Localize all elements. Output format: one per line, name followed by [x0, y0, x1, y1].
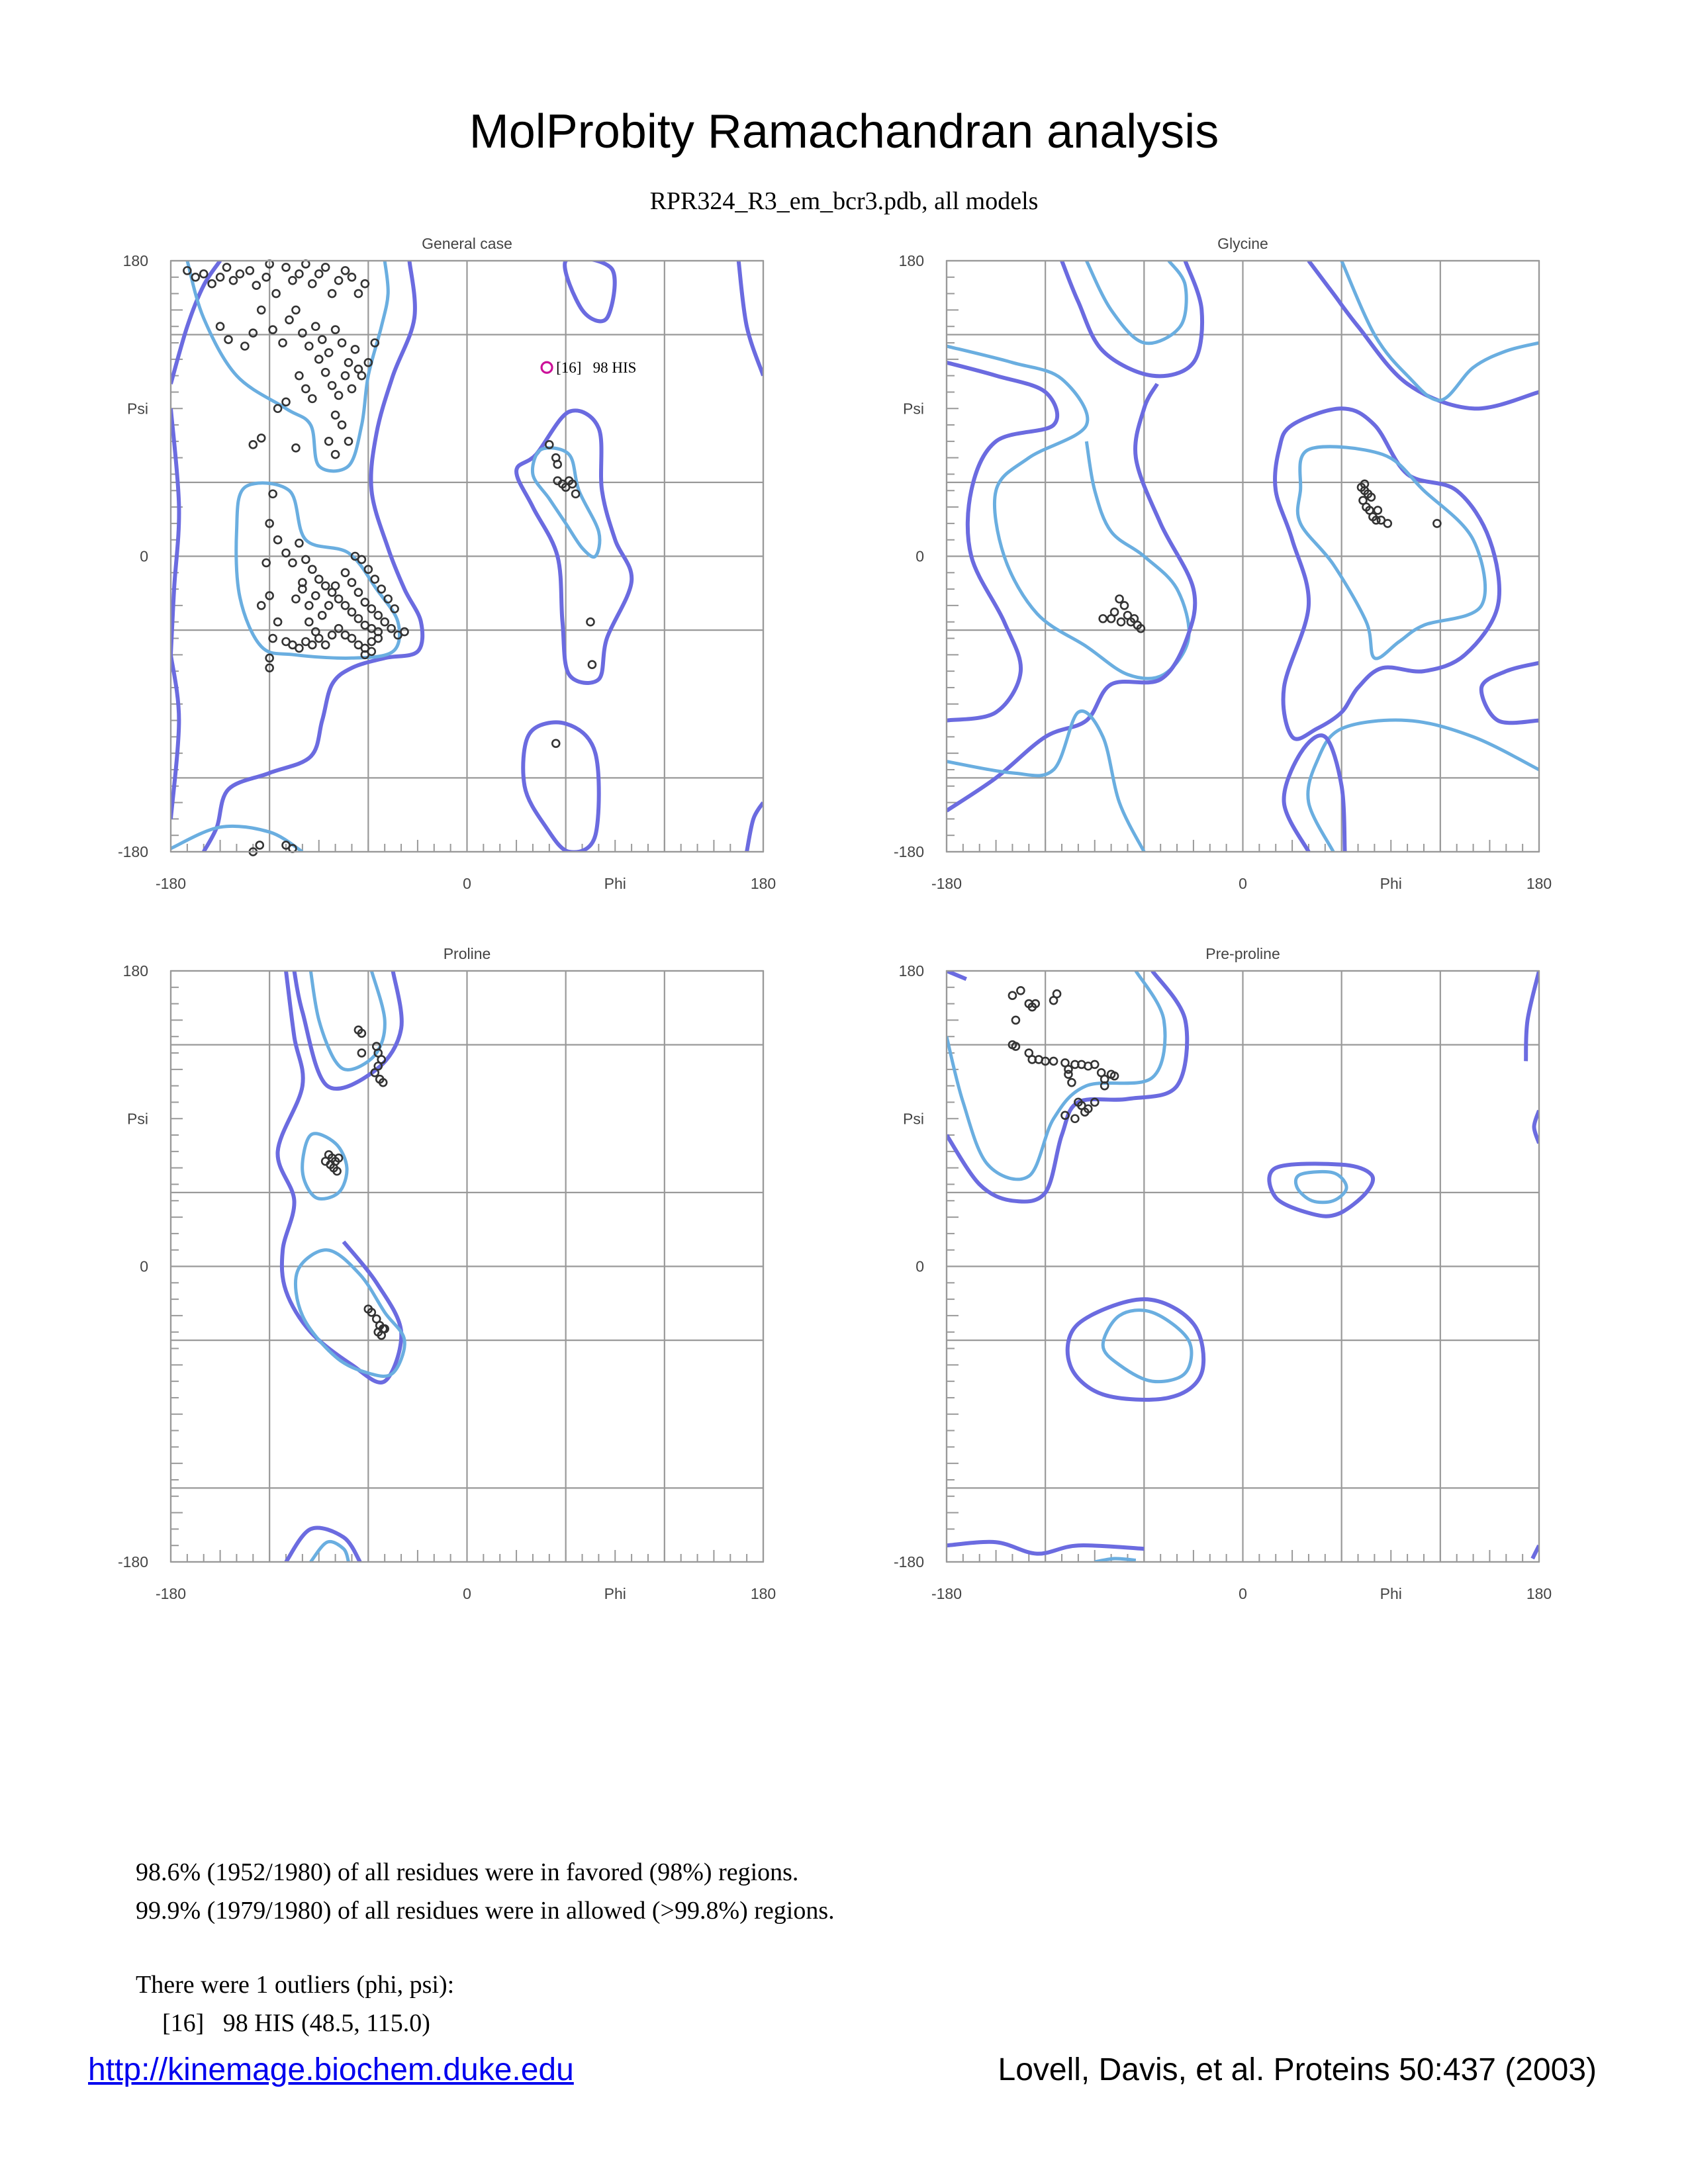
data-point — [315, 355, 322, 363]
panel-title: Pre-proline — [1205, 945, 1280, 962]
y-tick-label: 180 — [898, 252, 924, 269]
data-point — [263, 273, 270, 281]
data-point — [332, 582, 339, 590]
grid — [171, 971, 763, 1562]
data-point — [308, 566, 316, 573]
y-tick-label: 180 — [122, 962, 148, 979]
y-axis-label: Psi — [127, 400, 148, 418]
data-point — [572, 490, 579, 498]
x-tick-label: 0 — [1239, 1585, 1247, 1602]
data-point — [312, 323, 319, 330]
data-point — [283, 398, 290, 406]
x-tick-label: -180 — [931, 875, 962, 892]
ticks — [171, 987, 747, 1562]
data-point — [295, 645, 303, 652]
favored-contour — [947, 346, 1189, 678]
data-point — [1053, 990, 1060, 997]
page-title: MolProbity Ramachandran analysis — [469, 105, 1219, 158]
y-axis-label: Psi — [903, 1110, 924, 1128]
data-point — [345, 359, 352, 366]
data-point — [274, 536, 281, 543]
data-point — [295, 539, 303, 547]
y-tick-label: 0 — [140, 1257, 148, 1275]
statistics — [136, 1853, 835, 1930]
data-point — [305, 342, 312, 349]
data-point — [342, 569, 349, 576]
data-point — [292, 306, 299, 314]
y-tick-label: 0 — [915, 1257, 924, 1275]
data-point — [322, 641, 329, 649]
favored-contour — [303, 1134, 347, 1199]
data-point — [338, 340, 346, 347]
kinemage-link[interactable]: http://kinemage.biochem.duke.edu — [88, 2052, 574, 2087]
allowed-contour — [565, 257, 614, 321]
y-tick-label: 180 — [122, 252, 148, 269]
data-point — [283, 263, 290, 271]
allowed-contour — [171, 261, 220, 384]
data-point — [253, 282, 260, 289]
data-point — [302, 260, 309, 267]
data-point — [263, 559, 270, 567]
allowed-contour — [523, 723, 598, 852]
data-point — [308, 395, 316, 402]
data-point — [348, 273, 355, 281]
x-tick-label: 180 — [750, 875, 776, 892]
outlier-point — [541, 362, 552, 373]
data-point — [342, 267, 349, 274]
x-tick-label: 0 — [1239, 875, 1247, 892]
data-point — [1107, 615, 1115, 622]
data-point — [352, 345, 359, 353]
favored-contour — [310, 971, 385, 1070]
data-point — [225, 336, 232, 343]
data-point — [368, 648, 375, 655]
plot-panel-4 — [894, 945, 1552, 1602]
outliers-header: There were 1 outliers (phi, psi): — [136, 1971, 455, 1999]
citation: Lovell, Davis, et al. Proteins 50:437 (2003) — [998, 2052, 1597, 2087]
data-point — [236, 270, 244, 277]
y-tick-label: -180 — [117, 1553, 148, 1570]
data-point — [1117, 618, 1125, 625]
data-point — [381, 618, 389, 625]
x-tick-label: 0 — [463, 1585, 471, 1602]
data-point — [1068, 1079, 1075, 1086]
x-tick-label: -180 — [931, 1585, 962, 1602]
plot-panel-3 — [118, 945, 776, 1602]
data-point — [315, 270, 322, 277]
allowed-contour — [1534, 1111, 1540, 1144]
x-tick-label: 0 — [463, 875, 471, 892]
panel-title: Glycine — [1217, 235, 1268, 252]
allowed-contour — [947, 363, 1057, 721]
y-tick-label: 0 — [140, 547, 148, 565]
allowed-contour — [1284, 735, 1345, 852]
ticks — [947, 277, 1523, 852]
data-point — [332, 326, 339, 334]
x-axis-label: Phi — [1380, 1585, 1402, 1602]
allowed-contour — [1481, 663, 1539, 723]
data-point — [342, 602, 349, 609]
data-point — [286, 316, 293, 324]
x-axis-label: Phi — [604, 1585, 626, 1602]
data-point — [230, 277, 237, 284]
data-point — [1384, 520, 1391, 527]
allowed-contour — [739, 261, 763, 376]
allowed-contour — [516, 410, 632, 683]
x-tick-label: 180 — [1526, 875, 1552, 892]
data-point — [588, 661, 596, 668]
favored-contour — [1086, 261, 1186, 343]
x-tick-label: -180 — [155, 1585, 187, 1602]
data-point — [348, 608, 355, 615]
allowed-contour — [1526, 971, 1539, 1061]
data-point — [256, 842, 263, 849]
favored-contour — [1103, 1310, 1192, 1382]
data-point — [223, 263, 230, 271]
data-point — [1050, 1058, 1057, 1065]
allowed-contour — [747, 803, 763, 852]
data-point — [302, 385, 309, 392]
data-point — [375, 612, 382, 619]
data-point — [289, 559, 296, 567]
data-point — [1116, 595, 1123, 602]
allowed-contour — [947, 971, 966, 979]
data-point — [315, 576, 322, 583]
x-axis-label: Phi — [1380, 875, 1402, 892]
data-point — [322, 369, 329, 376]
data-point — [368, 605, 375, 612]
grid — [171, 261, 763, 852]
data-point — [279, 340, 287, 347]
data-point — [335, 392, 342, 399]
data-point — [289, 277, 296, 284]
data-point — [342, 372, 349, 379]
data-point — [1012, 1017, 1019, 1024]
favored-contour — [1295, 1171, 1346, 1202]
data-point — [371, 576, 379, 583]
y-tick-label: -180 — [117, 843, 148, 860]
data-point — [305, 618, 312, 625]
data-point — [355, 365, 362, 373]
data-point — [292, 595, 299, 602]
favored-stat: 98.6% (1952/1980) of all residues were in favored (98%) regions. — [136, 1858, 799, 1886]
data-point — [328, 631, 336, 639]
data-point — [361, 280, 369, 287]
x-axis-label: Phi — [604, 875, 626, 892]
data-point — [216, 323, 224, 330]
panel-title: General case — [422, 235, 512, 252]
data-point — [269, 490, 277, 498]
outlier-line: [16] 98 HIS (48.5, 115.0) — [162, 2009, 430, 2037]
data-point — [335, 277, 342, 284]
data-point — [1433, 520, 1440, 527]
ticks — [947, 987, 1523, 1562]
data-point — [209, 280, 216, 287]
data-point — [325, 349, 332, 356]
data-point — [325, 437, 332, 445]
data-point — [338, 422, 346, 429]
x-tick-label: 180 — [750, 1585, 776, 1602]
data-point — [328, 382, 336, 389]
x-tick-label: -180 — [155, 875, 187, 892]
outlier-label: [16] 98 HIS — [556, 359, 637, 377]
data-point — [1071, 1115, 1078, 1122]
data-points — [322, 1026, 389, 1339]
data-point — [348, 635, 355, 642]
data-point — [332, 451, 339, 458]
data-point — [200, 270, 207, 277]
data-point — [332, 412, 339, 419]
data-point — [378, 586, 385, 593]
data-point — [250, 441, 257, 448]
data-point — [355, 589, 362, 596]
grid — [947, 261, 1539, 852]
panel-title: Proline — [443, 945, 491, 962]
favored-contour — [310, 1541, 348, 1562]
y-axis-label: Psi — [903, 400, 924, 418]
ticks — [171, 277, 747, 852]
favored-contour — [1297, 447, 1485, 659]
data-point — [328, 290, 336, 297]
y-tick-label: 0 — [915, 547, 924, 565]
data-point — [552, 740, 559, 747]
data-point — [1064, 1071, 1072, 1078]
data-point — [308, 641, 316, 649]
data-point — [258, 602, 265, 609]
allowed-contour — [947, 384, 1195, 811]
data-point — [335, 595, 342, 602]
data-point — [1017, 987, 1024, 994]
data-point — [312, 592, 319, 600]
data-point — [361, 598, 369, 606]
data-point — [274, 405, 281, 412]
data-point — [348, 579, 355, 586]
data-point — [318, 612, 326, 619]
data-point — [283, 549, 290, 557]
data-point — [305, 602, 312, 609]
allowed-contour — [1532, 1545, 1539, 1559]
data-point — [250, 330, 257, 337]
data-point — [269, 326, 277, 334]
data-point — [401, 628, 408, 635]
data-point — [299, 330, 306, 337]
y-tick-label: -180 — [893, 1553, 924, 1570]
data-point — [273, 290, 280, 297]
data-point — [274, 618, 281, 625]
data-point — [292, 444, 299, 451]
x-tick-label: 180 — [1526, 1585, 1552, 1602]
y-tick-label: -180 — [893, 843, 924, 860]
data-point — [1009, 992, 1016, 999]
data-point — [295, 270, 303, 277]
data-point — [312, 628, 319, 635]
y-axis-label: Psi — [127, 1110, 148, 1128]
allowed-contour — [171, 408, 179, 655]
data-point — [216, 273, 224, 281]
data-point — [358, 1050, 365, 1057]
data-point — [1121, 602, 1128, 609]
data-point — [322, 263, 329, 271]
allowed-contour — [947, 971, 1187, 1202]
data-point — [348, 385, 355, 392]
plot-panel-1 — [118, 235, 776, 892]
data-point — [258, 306, 265, 314]
data-point — [345, 437, 352, 445]
data-point — [1374, 507, 1382, 514]
data-point — [355, 290, 362, 297]
data-point — [355, 615, 362, 622]
allowed-contour — [1068, 1299, 1203, 1400]
data-point — [325, 602, 332, 609]
data-point — [322, 582, 329, 590]
data-point — [335, 625, 342, 632]
data-point — [258, 434, 265, 441]
page-subtitle: RPR324_R3_em_bcr3.pdb, all models — [649, 187, 1039, 215]
allowed-stat: 99.9% (1979/1980) of all residues were in allowed (>99.8%) regions. — [136, 1897, 835, 1925]
plot-panel-2 — [894, 235, 1552, 892]
data-point — [295, 372, 303, 379]
data-point — [241, 342, 248, 349]
data-point — [308, 280, 316, 287]
data-point — [269, 635, 277, 642]
data-point — [318, 336, 326, 343]
data-point — [388, 625, 395, 632]
data-point — [1100, 615, 1107, 622]
data-point — [246, 267, 254, 274]
data-point — [586, 618, 594, 625]
data-point — [302, 556, 309, 563]
favored-contour — [295, 1250, 404, 1377]
y-tick-label: 180 — [898, 962, 924, 979]
